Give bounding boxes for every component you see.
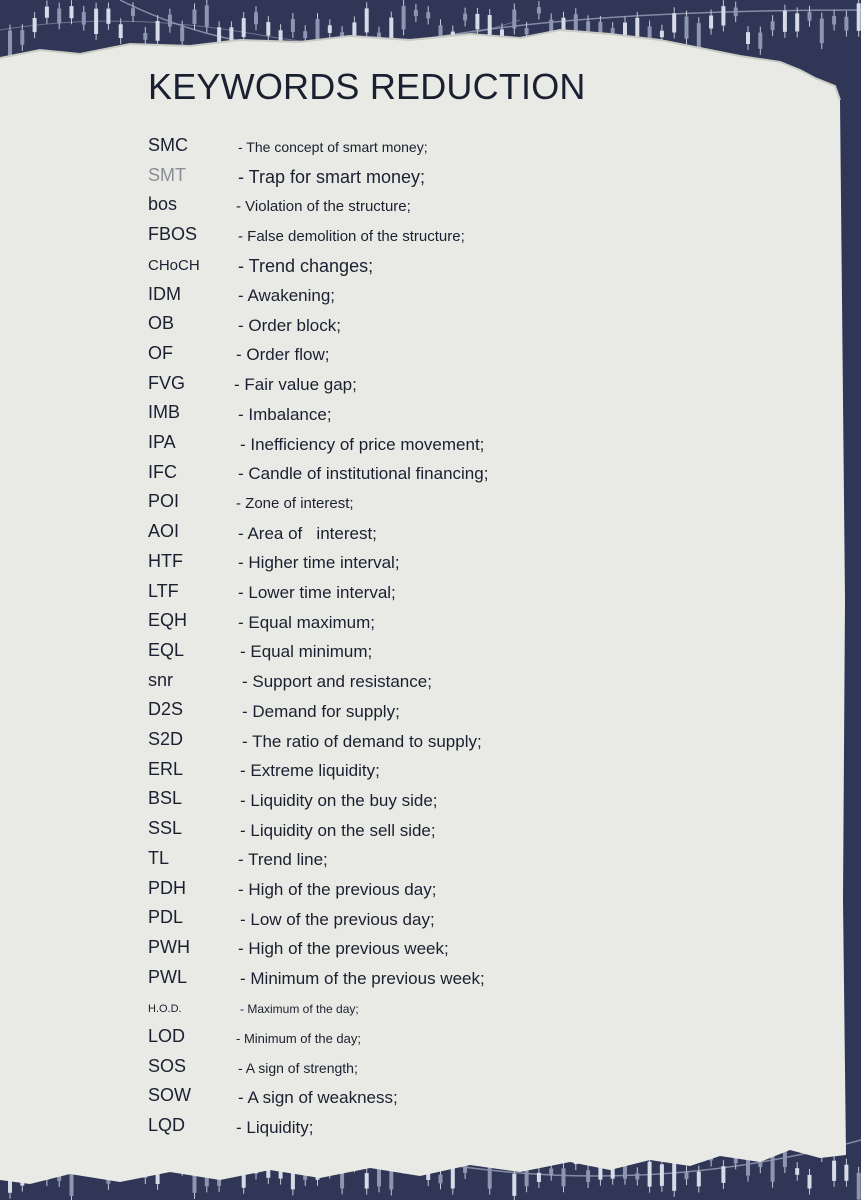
keyword-row <box>0 637 861 667</box>
keyword-abbreviation: FBOS <box>148 224 198 245</box>
keyword-abbreviation: FVG <box>148 372 186 393</box>
keyword-row <box>0 429 861 459</box>
keyword-row <box>0 548 861 578</box>
keyword-row <box>0 370 861 400</box>
keyword-abbreviation: SOS <box>148 1055 187 1076</box>
keyword-description: - Order block; <box>238 315 341 335</box>
keyword-description: - Violation of the structure; <box>236 198 411 216</box>
keyword-abbreviation: D2S <box>148 699 184 720</box>
keyword-description: - Trend line; <box>238 850 328 870</box>
keyword-row <box>0 340 861 370</box>
keyword-description: - Zone of interest; <box>236 495 354 513</box>
keyword-abbreviation: OB <box>148 313 175 334</box>
keyword-description: - Order flow; <box>236 345 330 365</box>
keyword-abbreviation: S2D <box>148 729 184 749</box>
keyword-row <box>0 578 861 608</box>
keyword-abbreviation: CHoCH <box>148 256 200 274</box>
keyword-abbreviation: snr <box>148 669 174 690</box>
keyword-abbreviation: OF <box>148 342 173 363</box>
keyword-abbreviation: PWL <box>148 966 188 987</box>
keyword-row <box>0 815 861 845</box>
keyword-description: - Trend changes; <box>238 255 374 276</box>
keyword-row <box>0 518 861 548</box>
keyword-row <box>0 281 861 311</box>
keyword-description: - Support and resistance; <box>242 672 432 692</box>
keyword-abbreviation: EQL <box>148 639 185 660</box>
keyword-row <box>0 607 861 637</box>
page-title: KEYWORDS REDUCTION <box>148 66 586 107</box>
keyword-row <box>0 993 861 1023</box>
keyword-description: - The concept of smart money; <box>238 139 428 156</box>
keyword-description: - Lower time interval; <box>238 583 396 603</box>
keyword-description: - False demolition of the structure; <box>238 227 465 245</box>
keyword-description: - Extreme liquidity; <box>240 761 380 781</box>
keyword-abbreviation: BSL <box>148 788 183 809</box>
keyword-description: - Area of interest; <box>238 523 377 543</box>
keyword-description: - High of the previous week; <box>238 939 449 959</box>
keyword-row <box>0 964 861 994</box>
keyword-description: - The ratio of demand to supply; <box>242 731 482 751</box>
keyword-description: - Equal minimum; <box>240 642 373 662</box>
keyword-abbreviation: PWH <box>148 936 190 957</box>
keyword-row <box>0 785 861 815</box>
keyword-description: - A sign of weakness; <box>238 1087 398 1107</box>
keyword-description: - Candle of institutional financing; <box>238 464 489 484</box>
keyword-row <box>0 1082 861 1112</box>
keyword-abbreviation: AOI <box>148 521 180 542</box>
keyword-row <box>0 191 861 221</box>
keyword-abbreviation: HTF <box>148 550 183 571</box>
keyword-abbreviation: SMT <box>148 164 186 185</box>
keyword-abbreviation: LQD <box>148 1115 186 1136</box>
keyword-abbreviation: EQH <box>148 610 188 631</box>
keyword-row <box>0 875 861 905</box>
keyword-description: - Minimum of the day; <box>236 1031 361 1046</box>
keyword-row <box>0 132 861 162</box>
keyword-row <box>0 696 861 726</box>
keyword-description: - Higher time interval; <box>238 553 400 573</box>
keyword-description: - Minimum of the previous week; <box>240 969 485 989</box>
keyword-row <box>0 399 861 429</box>
keyword-abbreviation: SMC <box>148 135 188 155</box>
keyword-abbreviation: TL <box>148 847 170 868</box>
keyword-description: - A sign of strength; <box>238 1060 358 1077</box>
keyword-description: - Awakening; <box>238 286 336 306</box>
keyword-abbreviation: IPA <box>148 432 176 452</box>
keyword-description: - Liquidity on the buy side; <box>240 790 438 810</box>
keyword-row <box>0 904 861 934</box>
keyword-row <box>0 251 861 281</box>
keyword-description: - Liquidity; <box>236 1117 314 1137</box>
keyword-description: - Equal maximum; <box>238 612 375 632</box>
keyword-description: - Low of the previous day; <box>240 909 435 929</box>
keyword-abbreviation: IMB <box>148 402 181 423</box>
keyword-abbreviation: PDL <box>148 907 184 928</box>
keyword-abbreviation: IFC <box>148 461 177 482</box>
keyword-abbreviation: SOW <box>148 1085 191 1106</box>
keyword-row <box>0 845 861 875</box>
keyword-description: - Trap for smart money; <box>238 166 426 187</box>
keyword-row <box>0 310 861 340</box>
keyword-row <box>0 1053 861 1083</box>
keyword-row <box>0 162 861 192</box>
keyword-row <box>0 1112 861 1142</box>
keyword-abbreviation: LTF <box>148 580 179 601</box>
keyword-abbreviation: SSL <box>148 818 183 839</box>
keyword-row <box>0 726 861 756</box>
keyword-description: - Fair value gap; <box>234 375 357 395</box>
keyword-description: - Imbalance; <box>238 404 332 424</box>
keyword-abbreviation: IDM <box>148 283 181 304</box>
keyword-abbreviation: POI <box>148 491 180 512</box>
keyword-abbreviation: PDH <box>148 877 187 898</box>
keyword-row <box>0 667 861 697</box>
keyword-row <box>0 221 861 251</box>
keyword-abbreviation: H.O.D. <box>148 1003 182 1016</box>
keyword-abbreviation: ERL <box>148 758 184 779</box>
keyword-description: - High of the previous day; <box>238 880 437 900</box>
keyword-abbreviation: LOD <box>148 1026 186 1046</box>
keyword-row <box>0 459 861 489</box>
keyword-row <box>0 756 861 786</box>
keyword-description: - Liquidity on the sell side; <box>240 820 436 840</box>
keyword-row <box>0 934 861 964</box>
keyword-row <box>0 488 861 518</box>
keyword-abbreviation: bos <box>148 194 178 215</box>
keyword-description: - Demand for supply; <box>242 701 400 721</box>
keyword-description: - Inefficiency of price movement; <box>240 434 485 454</box>
keyword-row <box>0 1023 861 1053</box>
keyword-description: - Maximum of the day; <box>240 1001 359 1016</box>
